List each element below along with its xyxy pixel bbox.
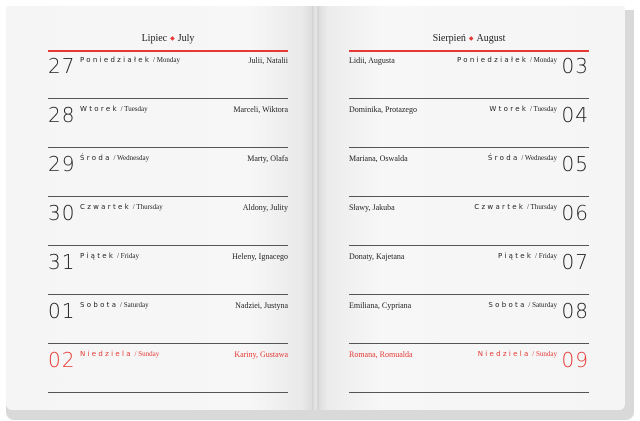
name-days: Sławy, Jakuba [349, 203, 395, 212]
day-number: 04 [561, 103, 589, 127]
right-page [319, 6, 625, 410]
weekday-label [80, 56, 180, 64]
weekday-en: / Monday [528, 56, 557, 64]
row-divider [349, 392, 589, 393]
weekday-label [478, 350, 557, 358]
day-row [349, 148, 589, 197]
name-days: Lidii, Augusta [349, 56, 395, 65]
weekday-pl: Wtorek [80, 105, 119, 113]
weekday-en: / Saturday [118, 301, 149, 309]
weekday-pl: Sobota [80, 301, 119, 309]
name-days: Dominika, Protazego [349, 105, 417, 114]
left-month-header [48, 33, 288, 44]
name-days: Julii, Natalii [248, 56, 288, 65]
day-row [48, 148, 288, 197]
day-row [48, 99, 288, 148]
weekday-label [80, 105, 148, 113]
weekday-en: / Sunday [530, 350, 557, 358]
weekday-en: / Tuesday [528, 105, 557, 113]
weekday-en: / Tuesday [118, 105, 148, 113]
weekday-label [80, 203, 163, 211]
weekday-en: / Friday [115, 252, 139, 260]
day-number: 28 [48, 103, 76, 127]
day-number: 05 [561, 152, 589, 176]
day-number: 01 [48, 299, 76, 323]
right-month-header [349, 33, 589, 44]
day-number: 31 [48, 250, 76, 274]
weekday-en: / Thursday [525, 203, 557, 211]
day-row [48, 50, 288, 99]
weekday-en: / Saturday [526, 301, 557, 309]
day-number: 02 [48, 348, 76, 372]
weekday-en: / Thursday [130, 203, 163, 211]
book-spine [312, 6, 319, 410]
weekday-label [488, 154, 557, 162]
name-days: Emiliana, Cypriana [349, 301, 412, 310]
day-row [349, 344, 589, 393]
name-days: Kariny, Gustawa [234, 350, 288, 359]
weekday-en: / Friday [533, 252, 557, 260]
day-number: 07 [561, 250, 589, 274]
left-page [6, 6, 312, 410]
day-row [349, 99, 589, 148]
weekday-pl: Niedziela [477, 350, 531, 358]
name-days: Mariana, Oswalda [349, 154, 408, 163]
weekday-label [80, 350, 159, 358]
weekday-pl: Niedziela [80, 350, 133, 358]
name-days: Marty, Olafa [247, 154, 288, 163]
weekday-label [80, 252, 139, 260]
weekday-pl: Piątek [80, 252, 116, 260]
weekday-pl: Poniedziałek [80, 56, 152, 64]
day-row [349, 295, 589, 344]
diamond-icon: ◆ [468, 36, 474, 43]
day-row [349, 246, 589, 295]
day-number: 30 [48, 201, 76, 225]
day-number: 03 [561, 54, 589, 78]
weekday-pl: Piątek [498, 252, 534, 260]
name-days: Donaty, Kajetana [349, 252, 405, 261]
right-month-en: August [476, 33, 506, 44]
day-number: 06 [561, 201, 589, 225]
weekday-pl: Wtorek [489, 105, 529, 113]
weekday-pl: Czwartek [80, 203, 131, 211]
weekday-en: / Wednesday [111, 154, 150, 162]
weekday-label [80, 301, 149, 309]
left-month-en: July [177, 33, 195, 44]
left-month-pl: Lipiec [141, 33, 168, 44]
weekday-label [80, 154, 149, 162]
weekday-pl: Poniedziałek [456, 56, 529, 64]
day-row [349, 197, 589, 246]
weekday-en: / Monday [151, 56, 181, 64]
weekday-pl: Środa [487, 154, 520, 162]
weekday-en: / Sunday [132, 350, 160, 358]
day-number: 27 [48, 54, 76, 78]
day-row [48, 197, 288, 246]
day-row [48, 246, 288, 295]
weekday-label [489, 105, 557, 113]
weekday-en: / Wednesday [519, 154, 557, 162]
weekday-label [488, 301, 557, 309]
name-days: Aldony, Julity [242, 203, 288, 212]
day-row [48, 295, 288, 344]
weekday-pl: Środa [80, 154, 112, 162]
name-days: Romana, Romualda [349, 350, 413, 359]
weekday-label [457, 56, 557, 64]
right-month-pl: Sierpień [432, 33, 466, 44]
day-row [48, 344, 288, 393]
name-days: Nadziei, Justyna [235, 301, 288, 310]
day-number: 09 [561, 348, 589, 372]
row-divider [48, 392, 288, 393]
weekday-pl: Czwartek [474, 203, 526, 211]
name-days: Heleny, Ignacego [232, 252, 288, 261]
day-number: 08 [561, 299, 589, 323]
name-days: Marceli, Wiktora [233, 105, 288, 114]
diamond-icon: ◆ [170, 36, 175, 43]
day-row [349, 50, 589, 99]
weekday-pl: Sobota [488, 301, 527, 309]
weekday-label [498, 252, 557, 260]
day-number: 29 [48, 152, 76, 176]
weekday-label [474, 203, 557, 211]
